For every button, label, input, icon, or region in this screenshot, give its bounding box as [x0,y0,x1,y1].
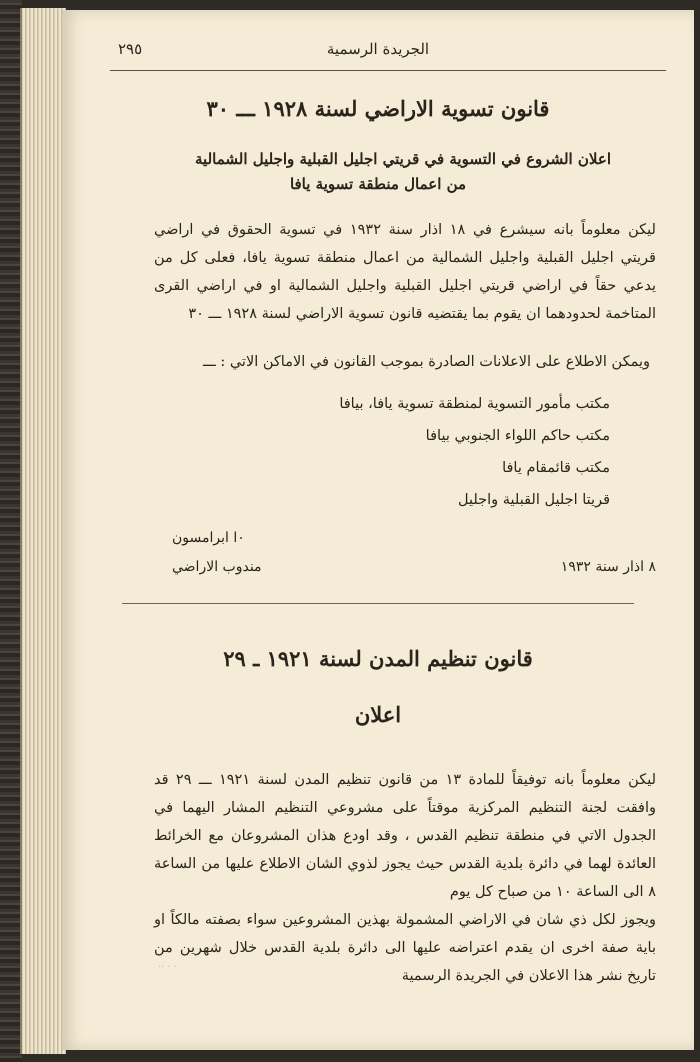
header-rule [110,70,666,71]
page-number: ٢٩٥ [118,40,143,58]
town-planning-paragraph-1: ليكن معلوماً بانه توفيقاً للمادة ١٣ من قانون تنظيم المدن لسنة ١٩٢١ ـــ ٢٩ قد وافقت لجنة التنظيم المركزية موقتاً على مشروعي التنظيم المشار اليهما في الجدول الاتي في منطقة تنظيم القدس ، وقد اودع هذان المشروعان مع الخرائط العائدة لهما في دائرة بلدية القدس حيث يجوز لذوي الشان الاطلاع عليها من الساعة ٨ الى الساعة ١٠ من صباح كل يوم [154,772,656,900]
notice-subtitle-line-1: اعلان الشروع في التسوية في قريتي اجليل القبلية واجليل الشمالية [195,150,611,168]
locations-intro: ويمكن الاطلاع على الاعلانات الصادرة بموجب القانون في الاماكن الاتي : ـــ [202,354,650,370]
faint-pencil-mark: ·· · · [158,962,178,973]
signatory-name: ٠ا ابرامسون [172,530,245,546]
signatory-title: مندوب الاراضي [172,559,262,575]
settlement-notice-paragraph: ليكن معلوماً بانه سيشرع في ١٨ اذار سنة ١٩٣٢ في تسوية الحقوق في اراضي قريتي اجليل القبلية واجليل الشمالية من اعمال منطقة تسوية يافا، فعلى كل من يدعي حقاً في اراضي قريتي اجليل القبلية واجليل الشمالية او في اراضي القرى المتاخمة لحدودهما ان يقوم بما يقتضيه قانون تسوية الاراضي لسنة ١٩٢٨ ـــ ٣٠ [154,222,656,322]
law-title-land-settlement: قانون تسوية الاراضي لسنة ١٩٢٨ ـــ ٣٠ [206,96,550,121]
notice-heading: اعلان [354,702,402,727]
location-item: قريتا اجليل القبلية واجليل [458,492,610,508]
section-divider [122,603,634,604]
law-title-town-planning: قانون تنظيم المدن لسنة ١٩٢١ ـ ٢٩ [223,646,533,671]
town-planning-paragraph-2: ويجوز لكل ذي شان في الاراضي المشمولة بهذين المشروعين سواء بصفته مالكاً او باية صفة اخرى ان يقدم اعتراضه عليها الى دائرة بلدية القدس خلال شهرين من تاريخ نشر هذا الاعلان في الجريدة الرسمية [154,912,656,984]
notice-subtitle-line-2: من اعمال منطقة تسوية يافا [289,175,467,193]
gazette-page [62,10,694,1050]
location-item: مكتب مأمور التسوية لمنطقة تسوية يافا، بيافا [339,396,610,412]
page-edges [20,8,66,1054]
location-item: مكتب حاكم اللواء الجنوبي بيافا [425,428,610,444]
location-item: مكتب قائمقام يافا [502,460,610,476]
notice-date: ٨ اذار سنة ١٩٣٢ [560,559,656,575]
book-binding [0,0,22,1062]
running-header-title: الجريدة الرسمية [326,40,430,58]
